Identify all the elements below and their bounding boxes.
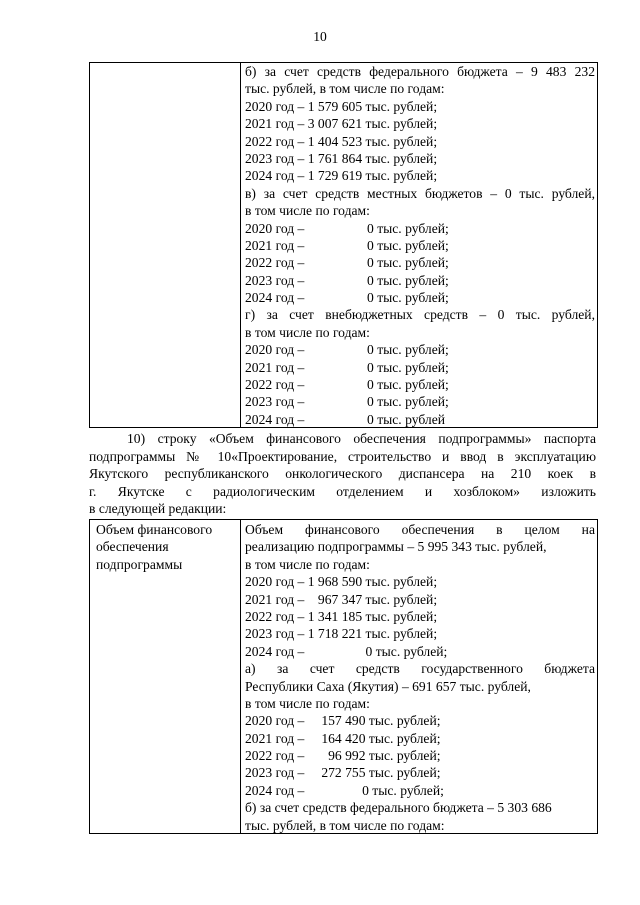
- year-amount: 0 тыс. рублей;: [367, 377, 449, 393]
- year-label: 2021 год –: [245, 359, 305, 375]
- funding-line: 2023 год – 1 718 221 тыс. рублей;: [245, 626, 438, 642]
- table2-left-cell: [96, 521, 238, 573]
- funding-line: 2022 год – 96 992 тыс. рублей;: [245, 748, 441, 764]
- year-amount: 0 тыс. рублей;: [367, 342, 449, 358]
- funding-line: 2023 год – 1 761 864 тыс. рублей;: [245, 150, 438, 166]
- funding-line: тыс. рублей, в том числе по годам:: [245, 817, 445, 833]
- year-row: [245, 237, 595, 254]
- funding-line: в) за счет средств местных бюджетов – 0 тыс. рублей,: [245, 185, 595, 201]
- year-amount: 0 тыс. рублей;: [367, 290, 449, 306]
- paragraph-line: 10) строку «Объем финансового обеспечения подпрограммы» паспорта: [127, 431, 596, 446]
- year-amount: 0 тыс. рублей;: [367, 220, 449, 236]
- year-label: 2022 год –: [245, 377, 305, 393]
- row-heading-line: обеспечения: [96, 539, 169, 555]
- year-amount: 0 тыс. рублей;: [367, 237, 449, 253]
- paragraph-line: подпрограммы № 10«Проектирование, строительство и ввод в эксплуатацию: [89, 448, 596, 464]
- table2-right-cell: [245, 521, 595, 834]
- funding-line: Объем финансового обеспечения в целом на: [245, 522, 595, 537]
- row-heading-line: Объем финансового: [96, 522, 213, 537]
- year-label: 2022 год –: [245, 255, 305, 271]
- paragraph-line: г. Якутске с радиологическим отделением и хозблоком» изложить: [89, 483, 596, 499]
- funding-line: 2023 год – 272 755 тыс. рублей;: [245, 765, 441, 781]
- funding-line: 2021 год – 164 420 тыс. рублей;: [245, 730, 441, 746]
- year-row: [245, 272, 595, 289]
- funding-line: в том числе по годам:: [245, 695, 370, 711]
- paragraph-line: в следующей редакции:: [89, 501, 227, 517]
- year-amount: 0 тыс. рублей: [367, 411, 446, 427]
- funding-line: г) за счет внебюджетных средств – 0 тыс. рублей,: [245, 307, 595, 323]
- paragraph-line: Якутского республиканского онкологического диспансера на 210 коек в: [89, 466, 596, 482]
- year-row: [245, 393, 595, 410]
- year-label: 2023 год –: [245, 272, 305, 288]
- year-row: [245, 411, 595, 428]
- funding-line: 2024 год – 1 729 619 тыс. рублей;: [245, 168, 438, 184]
- table1-right-cell: [245, 63, 595, 428]
- year-label: 2023 год –: [245, 394, 305, 410]
- year-label: 2020 год –: [245, 342, 305, 358]
- table-column-divider: [240, 62, 241, 428]
- year-label: 2024 год –: [245, 290, 305, 306]
- year-amount: 0 тыс. рублей;: [367, 272, 449, 288]
- funding-line: в том числе по годам:: [245, 556, 370, 572]
- year-label: 2021 год –: [245, 237, 305, 253]
- year-row: [245, 341, 595, 358]
- year-label: 2020 год –: [245, 220, 305, 236]
- year-amount: 0 тыс. рублей;: [367, 255, 449, 271]
- funding-line: 2022 год – 1 341 185 тыс. рублей;: [245, 608, 438, 624]
- funding-line: 2024 год – 0 тыс. рублей;: [245, 643, 448, 659]
- year-row: [245, 289, 595, 306]
- year-amount: 0 тыс. рублей;: [367, 359, 449, 375]
- page-number: 10: [313, 29, 327, 44]
- funding-line: 2021 год – 3 007 621 тыс. рублей;: [245, 116, 438, 132]
- funding-line: 2021 год – 967 347 тыс. рублей;: [245, 591, 438, 607]
- funding-line: 2020 год – 1 579 605 тыс. рублей;: [245, 98, 438, 114]
- funding-line: тыс. рублей, в том числе по годам:: [245, 81, 445, 97]
- funding-line: 2020 год – 157 490 тыс. рублей;: [245, 713, 441, 729]
- funding-line: 2024 год – 0 тыс. рублей;: [245, 782, 444, 798]
- amendment-paragraph: [89, 430, 596, 518]
- row-heading-line: подпрограммы: [96, 556, 183, 572]
- year-row: [245, 220, 595, 237]
- funding-line: Республики Саха (Якутия) – 691 657 тыс. рублей,: [245, 678, 531, 694]
- year-row: [245, 359, 595, 376]
- funding-line: 2020 год – 1 968 590 тыс. рублей;: [245, 574, 438, 590]
- funding-line: 2022 год – 1 404 523 тыс. рублей;: [245, 133, 438, 149]
- funding-line: в том числе по годам:: [245, 203, 370, 219]
- funding-line: в том числе по годам:: [245, 324, 370, 340]
- funding-line: б) за счет средств федерального бюджета – 5 303 686: [245, 800, 552, 816]
- year-amount: 0 тыс. рублей;: [367, 394, 449, 410]
- funding-line: реализацию подпрограммы – 5 995 343 тыс. рублей,: [245, 539, 547, 555]
- year-row: [245, 376, 595, 393]
- year-row: [245, 254, 595, 271]
- funding-line: а) за счет средств государственного бюджета: [245, 661, 595, 677]
- table-column-divider: [240, 519, 241, 834]
- funding-line: б) за счет средств федерального бюджета – 9 483 232: [245, 64, 595, 79]
- year-label: 2024 год –: [245, 411, 305, 427]
